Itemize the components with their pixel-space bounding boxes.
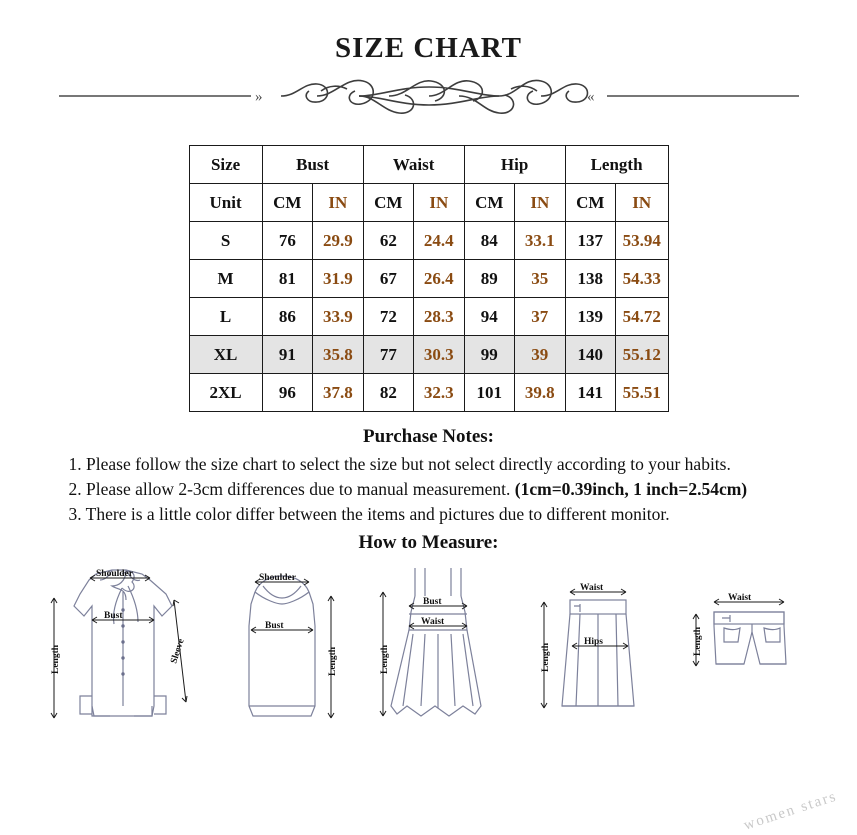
- figure-shorts: [674, 556, 824, 736]
- cell-bust-in: 35.8: [313, 336, 364, 374]
- purchase-note-2-plain: 2. Please allow 2-3cm differences due to manual measurement.: [68, 479, 515, 500]
- dress-label-length: Length: [379, 645, 390, 675]
- how-to-measure-figures: [34, 556, 824, 736]
- figure-dress: [363, 556, 513, 736]
- cell-length-cm: 140: [565, 336, 615, 374]
- table-row: [189, 298, 668, 336]
- dress-label-waist: Waist: [420, 617, 444, 628]
- blouse-diagram-icon: [34, 556, 202, 736]
- header-waist: Waist: [363, 146, 464, 184]
- table-row: [189, 222, 668, 260]
- cell-length-in: 54.72: [615, 298, 668, 336]
- cell-waist-cm: 72: [363, 298, 413, 336]
- cell-waist-in: 26.4: [413, 260, 464, 298]
- cell-hip-cm: 101: [464, 374, 514, 412]
- cell-bust-in: 29.9: [313, 222, 364, 260]
- cell-size: M: [189, 260, 262, 298]
- cell-hip-cm: 84: [464, 222, 514, 260]
- ornament-divider-icon: [59, 71, 799, 127]
- header-hip: Hip: [464, 146, 565, 184]
- cell-waist-in: 32.3: [413, 374, 464, 412]
- header-length-in: IN: [615, 184, 668, 222]
- header-length-cm: CM: [565, 184, 615, 222]
- cell-bust-cm: 76: [262, 222, 312, 260]
- cell-waist-in: 28.3: [413, 298, 464, 336]
- purchase-note-2-bold: (1cm=0.39inch, 1 inch=2.54cm): [514, 479, 748, 500]
- cell-size: L: [189, 298, 262, 336]
- header-bust-cm: CM: [262, 184, 312, 222]
- cell-length-cm: 139: [565, 298, 615, 336]
- cell-waist-in: 24.4: [413, 222, 464, 260]
- purchase-note-1: 1. Please follow the size chart to select the size but not select directly according to your habits.: [68, 454, 731, 475]
- skirt-label-length: Length: [541, 643, 551, 673]
- cell-hip-in: 37: [514, 298, 565, 336]
- how-to-measure-heading: How to Measure:: [358, 532, 499, 554]
- purchase-note-3: 3. There is a little color differ between the items and pictures due to different monitor.: [68, 504, 670, 525]
- header-length: Length: [565, 146, 668, 184]
- size-chart-table-wrapper: [189, 145, 669, 412]
- cell-size: XL: [189, 336, 262, 374]
- cell-bust-cm: 91: [262, 336, 312, 374]
- table-header-row-2: [189, 184, 668, 222]
- svg-text:»: »: [254, 89, 262, 105]
- header-bust-in: IN: [313, 184, 364, 222]
- table-row: [189, 260, 668, 298]
- blouse-label-bust: Bust: [103, 611, 122, 622]
- cell-bust-in: 31.9: [313, 260, 364, 298]
- cell-hip-cm: 89: [464, 260, 514, 298]
- header-size: Size: [189, 146, 262, 184]
- cell-hip-in: 39.8: [514, 374, 565, 412]
- cell-bust-in: 37.8: [313, 374, 364, 412]
- skirt-label-hips: Hips: [584, 637, 604, 648]
- skirt-diagram-icon: [518, 556, 668, 736]
- camisole-label-shoulder: Shoulder: [259, 573, 296, 584]
- camisole-label-length: Length: [328, 647, 338, 677]
- purchase-note-2: [69, 478, 789, 501]
- cell-hip-in: 33.1: [514, 222, 565, 260]
- header-hip-cm: CM: [464, 184, 514, 222]
- header-waist-in: IN: [413, 184, 464, 222]
- cell-length-cm: 138: [565, 260, 615, 298]
- dress-diagram-icon: [363, 556, 513, 736]
- header-hip-in: IN: [514, 184, 565, 222]
- cell-waist-cm: 67: [363, 260, 413, 298]
- dress-label-bust: Bust: [422, 597, 441, 608]
- size-chart-table: [189, 145, 669, 412]
- header-waist-cm: CM: [363, 184, 413, 222]
- shorts-label-length: Length: [692, 627, 703, 657]
- cell-length-in: 55.51: [615, 374, 668, 412]
- cell-bust-cm: 86: [262, 298, 312, 336]
- purchase-notes: [69, 424, 789, 526]
- cell-bust-cm: 96: [262, 374, 312, 412]
- figure-skirt: [518, 556, 668, 736]
- figure-camisole: [207, 556, 357, 736]
- cell-waist-cm: 77: [363, 336, 413, 374]
- ornament-divider: [59, 71, 799, 127]
- svg-text:«: «: [586, 89, 594, 105]
- blouse-label-shoulder: Shoulder: [95, 569, 133, 580]
- cell-bust-in: 33.9: [313, 298, 364, 336]
- table-header-row-1: [189, 146, 668, 184]
- cell-size: S: [189, 222, 262, 260]
- skirt-label-waist: Waist: [580, 583, 604, 594]
- shorts-label-waist: Waist: [727, 593, 751, 604]
- camisole-label-bust: Bust: [265, 621, 284, 632]
- cell-hip-in: 35: [514, 260, 565, 298]
- camisole-diagram-icon: [207, 556, 357, 736]
- cell-waist-cm: 62: [363, 222, 413, 260]
- header-bust: Bust: [262, 146, 363, 184]
- cell-size: 2XL: [189, 374, 262, 412]
- cell-length-in: 54.33: [615, 260, 668, 298]
- figure-blouse: [34, 556, 202, 736]
- cell-length-in: 53.94: [615, 222, 668, 260]
- table-row: [189, 374, 668, 412]
- cell-length-cm: 141: [565, 374, 615, 412]
- cell-hip-cm: 99: [464, 336, 514, 374]
- cell-waist-cm: 82: [363, 374, 413, 412]
- header-unit: Unit: [189, 184, 262, 222]
- cell-length-in: 55.12: [615, 336, 668, 374]
- watermark: women stars: [741, 788, 839, 834]
- cell-bust-cm: 81: [262, 260, 312, 298]
- cell-hip-cm: 94: [464, 298, 514, 336]
- shorts-diagram-icon: [674, 556, 824, 736]
- blouse-label-sleeve: Sleeve: [168, 638, 187, 666]
- page-title: SIZE CHART: [334, 32, 523, 64]
- cell-length-cm: 137: [565, 222, 615, 260]
- cell-hip-in: 39: [514, 336, 565, 374]
- table-row: [189, 336, 668, 374]
- blouse-label-length: Length: [50, 645, 61, 675]
- purchase-notes-heading: Purchase Notes:: [362, 426, 495, 447]
- cell-waist-in: 30.3: [413, 336, 464, 374]
